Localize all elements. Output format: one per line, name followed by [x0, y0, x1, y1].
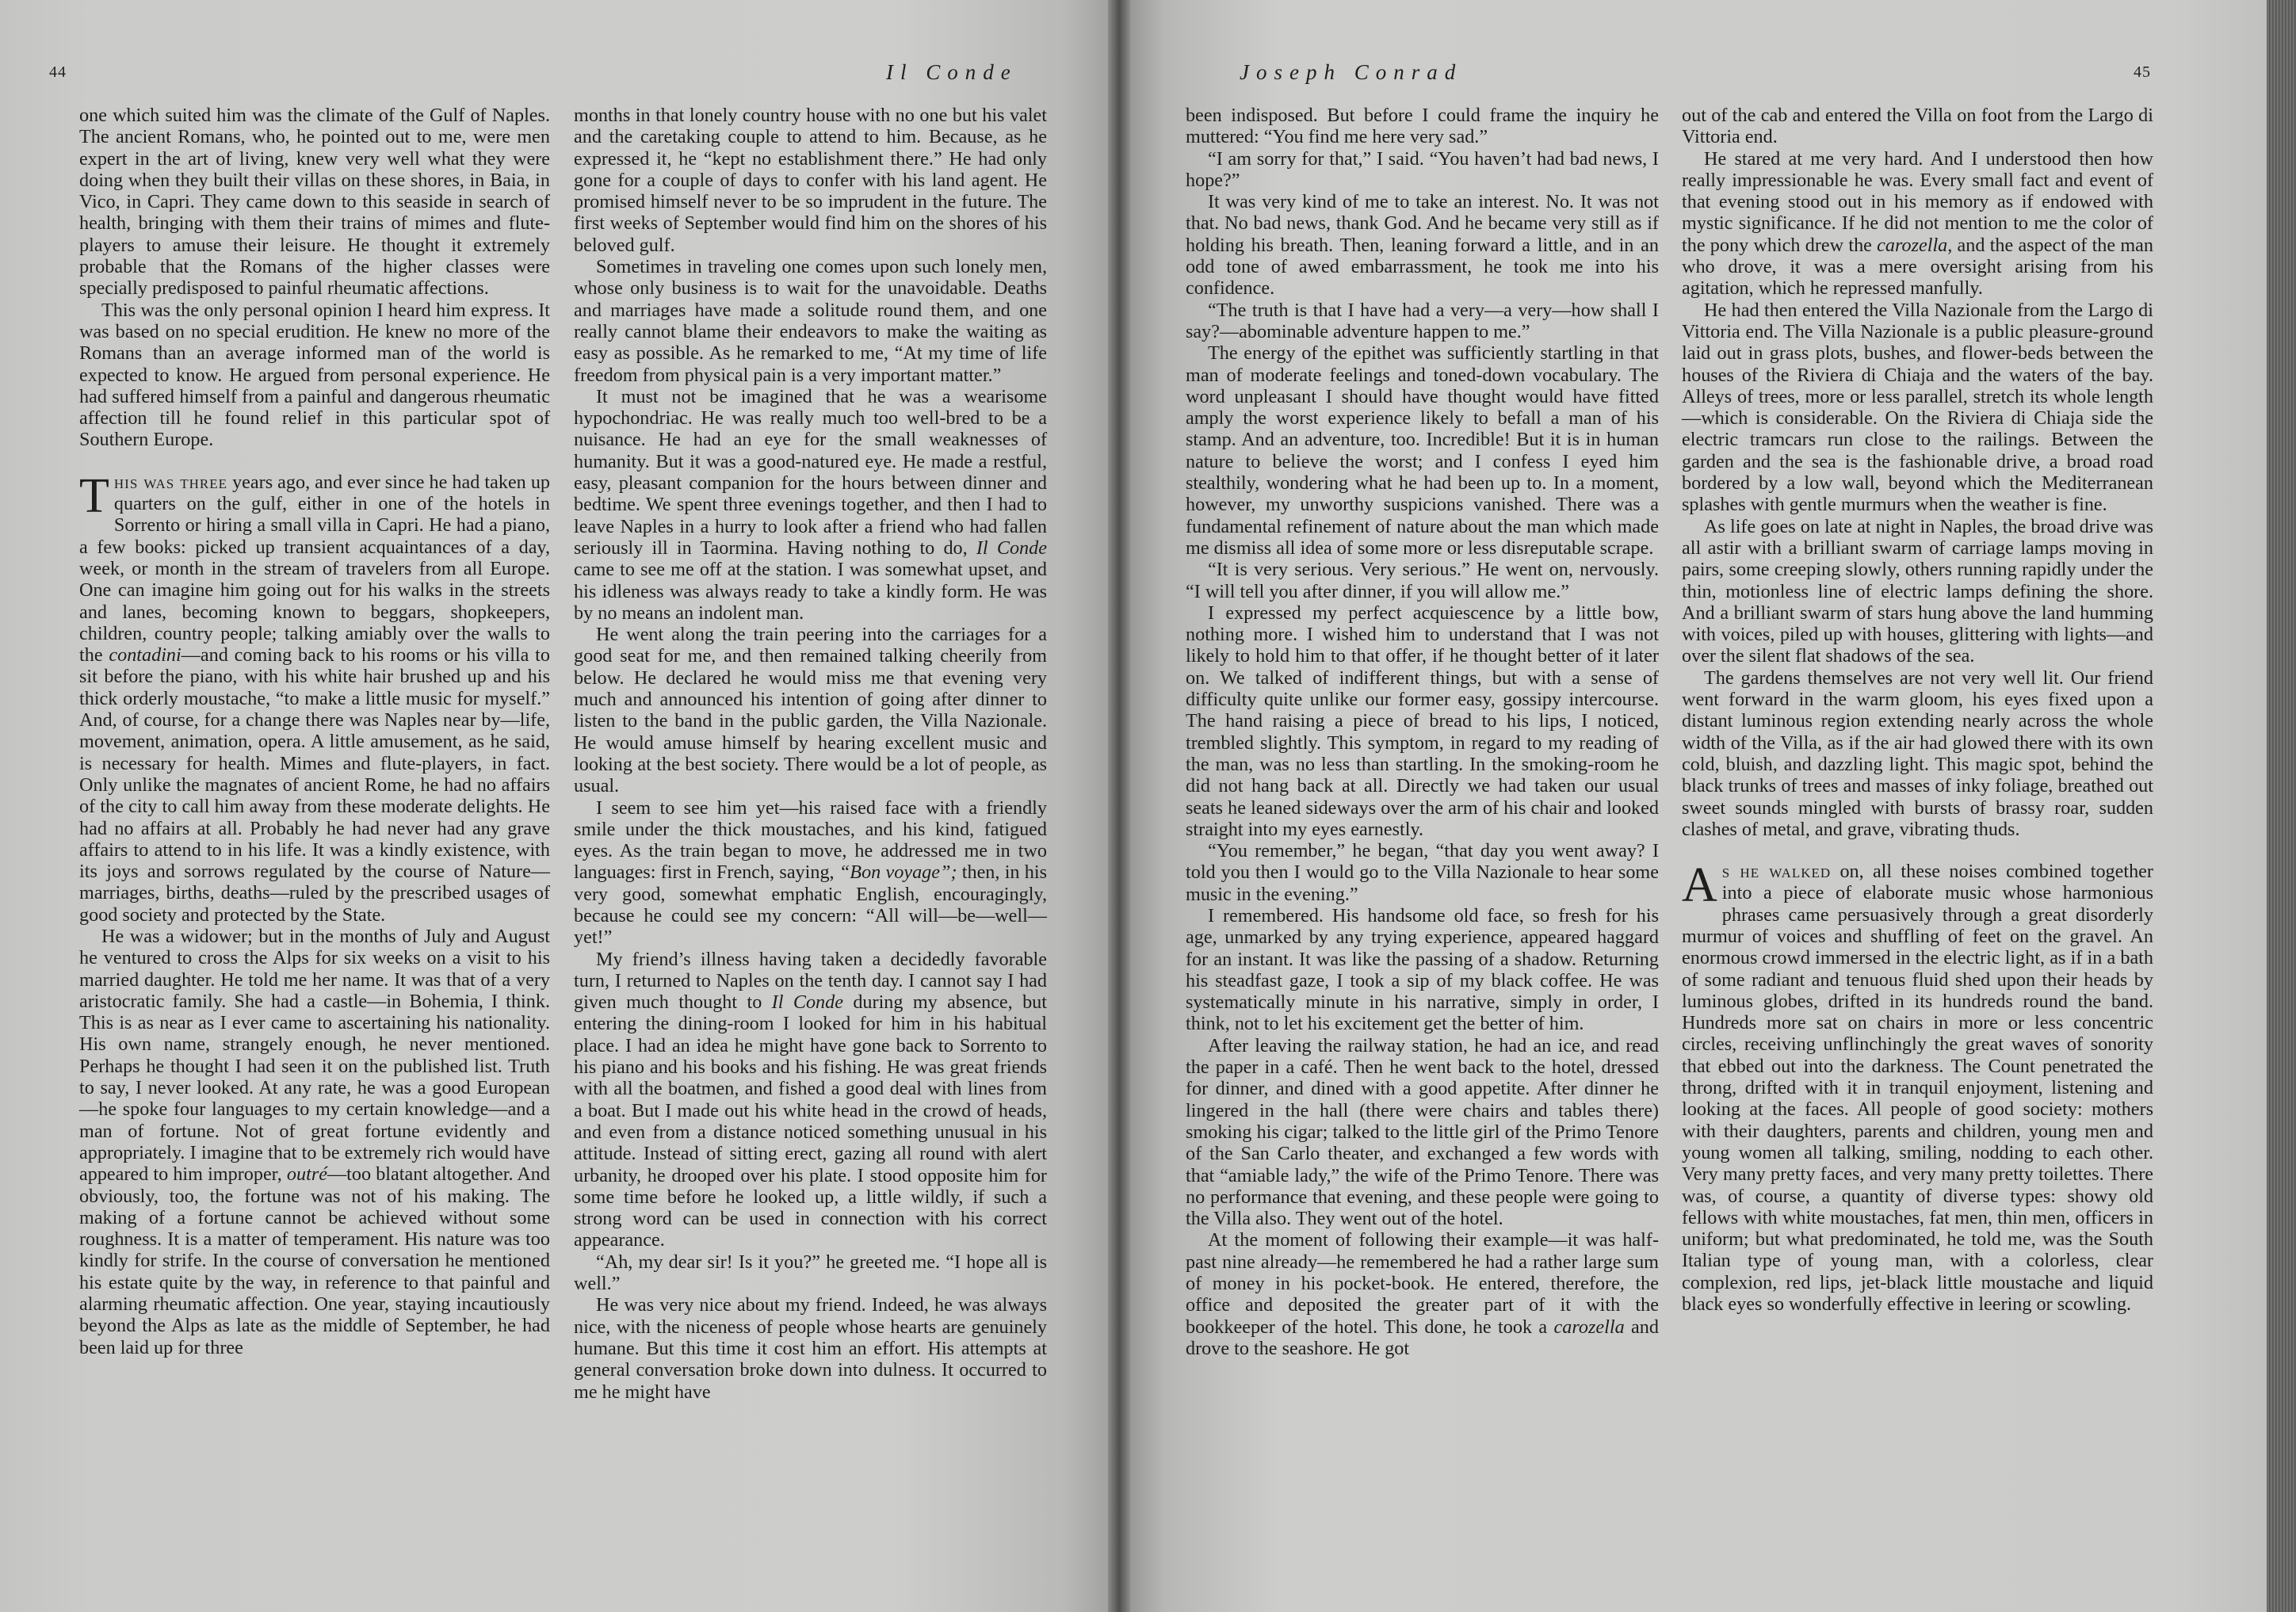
- paragraph: “I am sorry for that,” I said. “You haven’t had bad news, I hope?”: [1186, 147, 1659, 191]
- paragraph: The gardens themselves are not very well lit. Our friend went forward in the warm gloom, his eyes fixed upon a distant luminous region extending nearly across the whole width of the Villa, as if the air had glowed there with its own cold, bluish, and dazzling light. This magic spot, behind the black trunks of trees and masses of inky foliage, breathed out sweet sounds mingled with bursts of brassy roar, sudden clashes of metal, and grave, vibrating thuds.: [1682, 667, 2153, 840]
- book-gutter: [1108, 0, 1130, 1612]
- paragraph: I seem to see him yet—his raised face with a friendly smile under the thick moustaches, and his kind, fatigued eyes. As the train began to move, he addressed me in two languages: first in French, saying, “Bon voyage”; then, in his very good, somewhat emphatic English, encouragingly, because he could see my concern: “All will—be—well—yet!”: [574, 796, 1047, 949]
- paragraph: This was three years ago, and ever since he had taken up quarters on the gulf, either in one of the hotels in Sorrento or hiring a small villa in Capri. He had a piano, a few books: picked up transient acquaintances of a day, week, or month in the stream of travelers from all Europe. One can imagine him going out for his walks in the streets and lanes, becoming known to beggars, shopkeepers, children, country people; talking amiably over the walls to the contadini—and coming back to his rooms or his villa to sit before the piano, with his white hair brushed up and his thick orderly moustache, “to make a little music for myself.” And, of course, for a change there was Naples near by—life, movement, animation, opera. A little amusement, as he said, is necessary for health. Mimes and flute-players, in fact. Only unlike the magnates of ancient Rome, he had no affairs of the city to call him away from these moderate delights. He had no affairs at all. Probably he had never had any grave affairs to attend to in his life. It was a kindly existence, with its joys and sorrows regulated by the course of Nature—marriages, births, deaths—ruled by the prescribed usages of good society and protected by the State.: [79, 468, 551, 926]
- paragraph: “It is very serious. Very serious.” He went on, nervously. “I will tell you after dinner, if you will allow me.”: [1186, 559, 1659, 602]
- paragraph: out of the cab and entered the Villa on foot from the Largo di Vittoria end.: [1682, 105, 2153, 148]
- running-head: Il Conde: [886, 60, 1018, 84]
- paragraph: He went along the train peering into the carriages for a good seat for me, and then remained talking cheerily from below. He declared he would miss me that evening very much and announced his intention of going after dinner to listen to the band in the public garden, the Villa Nazionale. He would amuse himself by hearing excellent music and looking at the best society. There would be a lot of people, as usual.: [574, 624, 1047, 797]
- page-number: 45: [2134, 63, 2151, 81]
- drop-cap: A: [1682, 858, 1717, 913]
- paragraph: My friend’s illness having taken a decidedly favorable turn, I returned to Naples on the tenth day. I cannot say I had given much thought to Il Conde during my absence, but entering the dining-room I looked for him in his habitual place. I had an idea he might have gone back to Sorrento to his piano and his books and his fishing. He was great friends with all the boatmen, and fished a good deal with lines from a boat. But I made out his white head in the crowd of heads, and even from a distance noticed something unusual in his attitude. Instead of sitting erect, gazing all round with alert urbanity, he drooped over his plate. I stood opposite him for some time before he looked up, a little wildly, if such a strong word can be used in connection with his correct appearance.: [574, 948, 1047, 1251]
- paragraph: “Ah, my dear sir! Is it you?” he greeted me. “I hope all is well.”: [574, 1251, 1047, 1295]
- paragraph: been indisposed. But before I could frame the inquiry he muttered: “You find me here very sad.”: [1186, 105, 1659, 148]
- small-caps-lead: s he walked: [1721, 861, 1832, 883]
- paragraph: As life goes on late at night in Naples, the broad drive was all astir with a brilliant swarm of carriage lamps moving in pairs, some creeping slowly, others running rapidly under the thin, motionless line of electric lamps defining the shore. And a brilliant swarm of stars hung above the land humming with voices, piled up with houses, glittering with lights—and over the silent flat shadows of the sea.: [1682, 515, 2153, 667]
- text-column: [1186, 105, 1659, 1359]
- paragraph: It must not be imagined that he was a wearisome hypochondriac. He was really much too well-bred to be a nuisance. He had an eye for the small weaknesses of humanity. But it was a good-natured eye. He made a restful, easy, pleasant companion for the hours between dinner and bedtime. We spent three evenings together, and then I had to leave Naples in a hurry to look after a friend who had fallen seriously ill in Taormina. Having nothing to do, Il Conde came to see me off at the station. I was somewhat upset, and his idleness was always ready to take a kindly form. He was by no means an indolent man.: [574, 385, 1047, 624]
- paragraph: I expressed my perfect acquiescence by a little bow, nothing more. I wished him to understand that I was not likely to hold him to that offer, if he thought better of it later on. We talked of indifferent things, but with a sense of difficulty quite unlike our former easy, gossipy intercourse. The hand raising a piece of bread to his lips, I noticed, trembled slightly. This symptom, in regard to my reading of the man, was no less than startling. In the smoking-room he did not hang back at all. Directly we had taken our usual seats he leaned sideways over the arm of his chair and looked straight into my eyes earnestly.: [1186, 602, 1659, 840]
- paragraph: Sometimes in traveling one comes upon such lonely men, whose only business is to wait for the unavoidable. Deaths and marriages have made a solitude round them, and one really cannot blame their endeavors to make the waiting as easy as possible. As he remarked to me, “At my time of life freedom from physical pain is a very important matter.”: [574, 256, 1047, 386]
- paragraph: He was very nice about my friend. Indeed, he was always nice, with the niceness of people whose hearts are genuinely humane. But this time it cost him an effort. His attempts at general conversation broke down into dulness. It occurred to me he might have: [574, 1294, 1047, 1403]
- paragraph: At the moment of following their example—it was half-past nine already—he remembered he had a rather large sum of money in his pocket-book. He entered, therefore, the office and deposited the greater part of it with the bookkeeper of the hotel. This done, he took a carozella and drove to the seashore. He got: [1186, 1229, 1659, 1359]
- paragraph: He was a widower; but in the months of July and August he ventured to cross the Alps for six weeks on a visit to his married daughter. He told me her name. It was that of a very aristocratic family. She had a castle—in Bohemia, I think. This is as near as I ever came to ascertaining his nationality. His own name, strangely enough, he never mentioned. Perhaps he thought I had seen it on the published list. Truth to say, I never looked. At any rate, he was a good European—he spoke four languages to my certain knowledge—and a man of fortune. Not of great fortune evidently and appropriately. I imagine that to be extremely rich would have appeared to him improper, outré—too blatant altogether. And obviously, too, the fortune was not of his making. The making of a fortune cannot be achieved without some roughness. It is a matter of temperament. His nature was too kindly for strife. In the course of conversation he mentioned his estate quite by the way, in reference to that painful and alarming rheumatic affection. One year, staying incautiously beyond the Alps as late as the middle of September, he had been laid up for three: [79, 925, 550, 1358]
- paragraph: He stared at me very hard. And I understood then how really impressionable he was. Every small fact and event of that evening stood out in his memory as if endowed with mystic significance. If he did not mention to me the color of the pony which drew the carozella, and the aspect of the man who drove, it was a mere oversight arising from his agitation, which he repressed manfully.: [1682, 147, 2153, 300]
- page-number: 44: [49, 63, 67, 81]
- drop-cap: T: [79, 468, 109, 523]
- text-column: [574, 105, 1047, 1403]
- page-edges: [2267, 0, 2296, 1612]
- paragraph: As he walked on, all these noises combined together into a piece of elaborate music whose harmonious phrases came persuasively through a great disorderly murmur of voices and shuffling of feet on the gravel. An enormous crowd immersed in the electric light, as if in a bath of some radiant and tenuous fluid shed upon their heads by luminous globes, drifted in its hundreds round the band. Hundreds more sat on chairs in more or less concentric circles, receiving unflinchingly the great waves of sonority that ebbed out into the darkness. The Count penetrated the throng, drifted with it in tranquil enjoyment, listening and looking at the faces. All people of good society: mothers with their daughters, parents and children, young men and young women all talking, smiling, nodding to each other. Very many pretty faces, and very many pretty toilettes. There was, of course, a quantity of diverse types: showy old fellows with white moustaches, fat men, thin men, officers in uniform; but what predominated, he told me, was the South Italian type of young man, with a colorless, clear complexion, red lips, jet-black little moustache and liquid black eyes so wonderfully effective in leering or scowling.: [1682, 858, 2153, 1316]
- right-page: [1119, 0, 2267, 1612]
- paragraph: The energy of the epithet was sufficiently startling in that man of moderate feelings and toned-down vocabulary. The word unpleasant I should have thought would have fitted amply the worst experience likely to befall a man of his stamp. And an adventure, too. Incredible! But it is in human nature to believe the worst; and I confess I eyed him stealthily, wondering what he had been up to. In a moment, however, my unworthy suspicions vanished. There was a fundamental refinement of nature about the man which made me dismiss all idea of some more or less disreputable scrape.: [1186, 342, 1659, 559]
- text-column: [1682, 105, 2153, 1315]
- paragraph: months in that lonely country house with no one but his valet and the caretaking couple to attend to him. Because, as he expressed it, he “kept no establishment there.” He had only gone for a couple of days to confer with his land agent. He promised himself never to be so imprudent in the future. The first weeks of September would find him on the shores of his beloved gulf.: [574, 105, 1047, 256]
- left-page: [0, 0, 1119, 1612]
- paragraph: After leaving the railway station, he had an ice, and read the paper in a café. Then he went back to the hotel, dressed for dinner, and dined with a good appetite. After dinner he lingered in the hall (there were chairs and tables there) smoking his cigar; talked to the little girl of the Primo Tenore of the San Carlo theater, and exchanged a few words with that “amiable lady,” the wife of the Primo Tenore. There was no performance that evening, and these people were going to the Villa also. They went out of the hotel.: [1186, 1034, 1659, 1230]
- paragraph: It was very kind of me to take an interest. No. It was not that. No bad news, thank God. And he became very still as if holding his breath. Then, leaning forward a little, and in an odd tone of awed embarrassment, he took me into his confidence.: [1186, 191, 1659, 300]
- paragraph: This was the only personal opinion I heard him express. It was based on no special erudition. He knew no more of the Romans than an average informed man of the world is expected to know. He argued from personal experience. He had suffered himself from a painful and dangerous rheumatic affection till he found relief in this particular spot of Southern Europe.: [79, 299, 550, 451]
- text-column: [79, 105, 550, 1358]
- paragraph: I remembered. His handsome old face, so fresh for his age, unmarked by any trying experience, appeared haggard for an instant. It was like the passing of a shadow. Returning his steadfast gaze, I took a sip of my black coffee. He was systematically minute in his narrative, simply in order, I think, not to let his excitement get the better of him.: [1186, 904, 1659, 1035]
- paragraph: “You remember,” he began, “that day you went away? I told you then I would go to the Villa Nazionale to hear some music in the evening.”: [1186, 840, 1659, 905]
- paragraph: “The truth is that I have had a very—a very—how shall I say?—abominable adventure happen to me.”: [1186, 299, 1659, 342]
- running-head: Joseph Conrad: [1240, 60, 1463, 84]
- small-caps-lead: his was three: [113, 471, 228, 493]
- paragraph: one which suited him was the climate of the Gulf of Naples. The ancient Romans, who, he pointed out to me, were men expert in the art of living, knew very well what they were doing when they built their villas on these shores, in Baia, in Vico, in Capri. They came down to this seaside in search of health, bringing with them their trains of mimes and flute-players to amuse their leisure. He thought it extremely probable that the Romans of the higher classes were specially predisposed to painful rheumatic affections.: [79, 105, 550, 300]
- paragraph: He had then entered the Villa Nazionale from the Largo di Vittoria end. The Villa Nazionale is a public pleasure-ground laid out in grass plots, bushes, and flower-beds between the houses of the Riviera di Chiaja and the waters of the bay. Alleys of trees, more or less parallel, stretch its whole length—which is considerable. On the Riviera di Chiaja side the electric tramcars run close to the railings. Between the garden and the sea is the fashionable drive, a broad road bordered by a low wall, beyond which the Mediterranean splashes with gentle murmurs when the weather is fine.: [1682, 299, 2153, 516]
